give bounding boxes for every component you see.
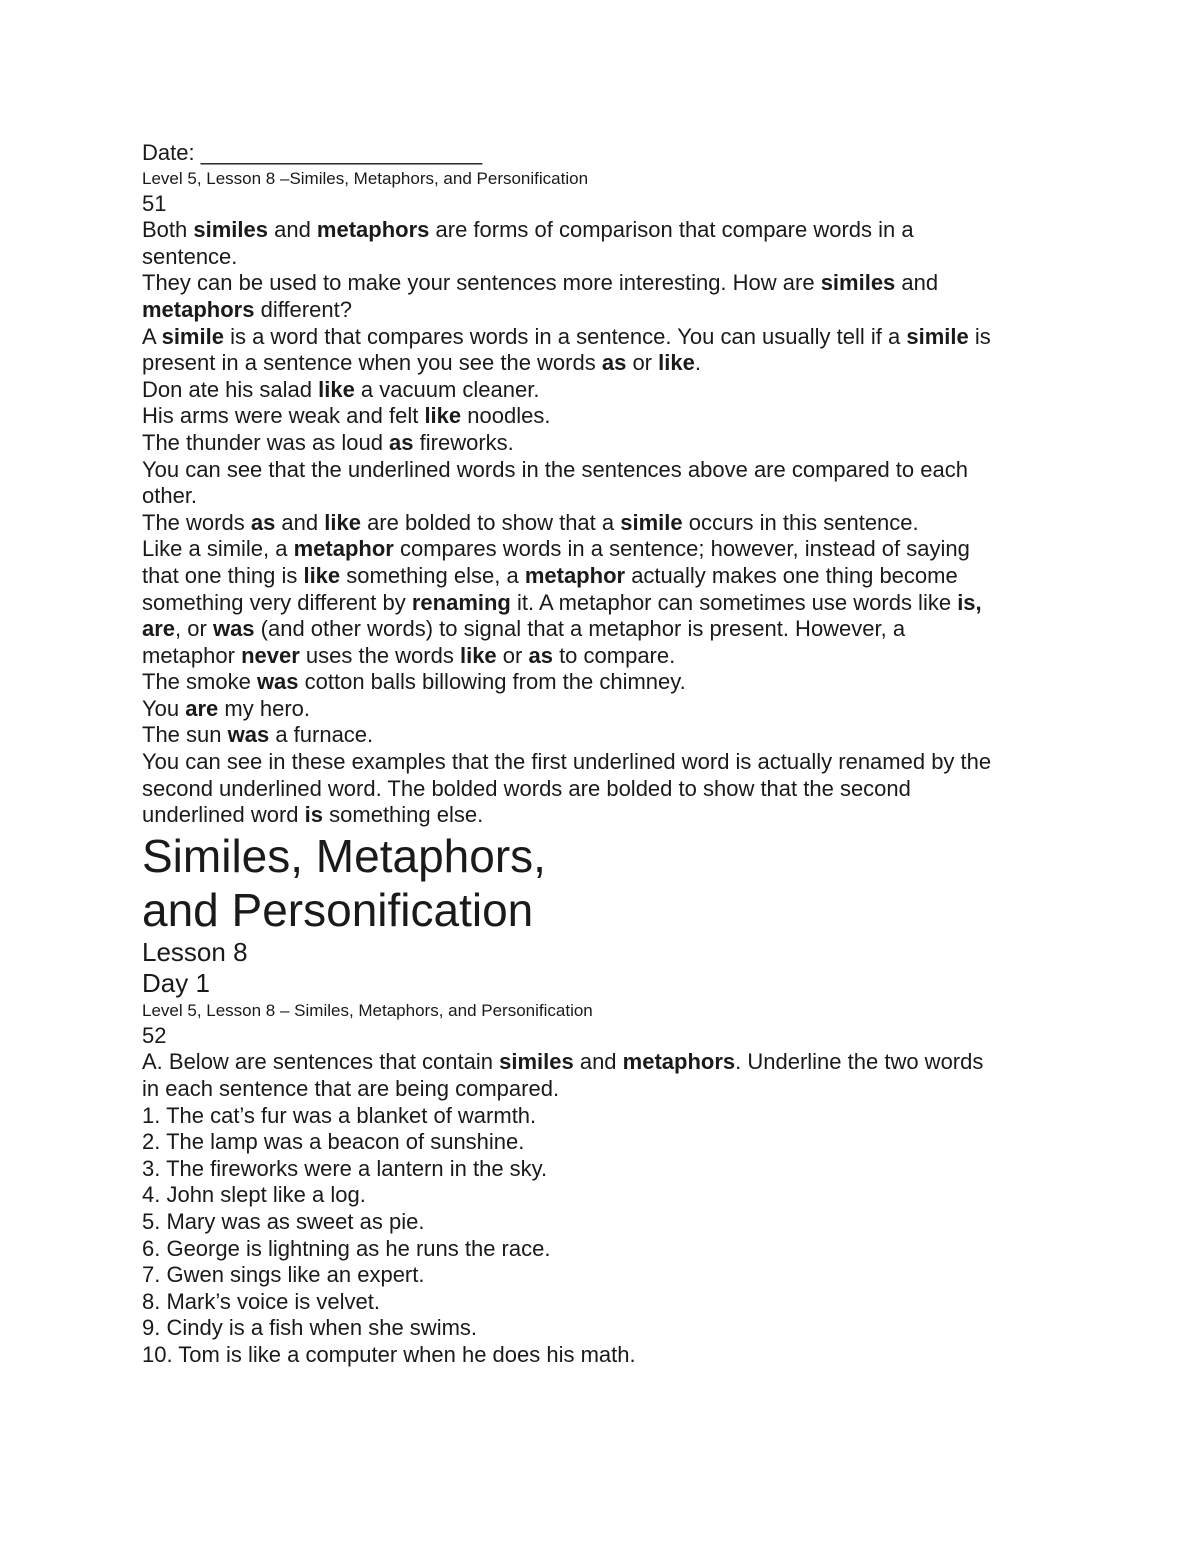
- paragraph-line: [142, 510, 1072, 537]
- paragraph-line: [142, 377, 1072, 404]
- paragraph-line: [142, 244, 1072, 271]
- date-line: Date: _______________________: [142, 140, 483, 165]
- paragraph-line: [142, 430, 1072, 457]
- bold-keyword: is,: [957, 589, 982, 615]
- exercise-list: [142, 1103, 1072, 1369]
- text-run: is: [968, 323, 991, 349]
- text-run: The words: [142, 509, 251, 535]
- text-run: or: [626, 350, 659, 376]
- text-run: occurs in this sentence.: [682, 509, 919, 535]
- text-run: A. Below are sentences that contain: [142, 1049, 500, 1075]
- bold-keyword: similes: [499, 1049, 574, 1075]
- text-run: The smoke: [142, 669, 257, 695]
- bold-keyword: was: [212, 616, 255, 642]
- text-run: something else, a: [340, 562, 525, 588]
- text-run: and: [275, 509, 325, 535]
- text-run: metaphor: [142, 642, 242, 668]
- bold-keyword: like: [318, 376, 355, 402]
- bold-keyword: as: [389, 429, 414, 455]
- text-run: my hero.: [218, 695, 310, 721]
- bold-keyword: as: [250, 509, 276, 535]
- text-run: The thunder was as loud: [142, 429, 390, 455]
- text-run: to compare.: [552, 642, 676, 668]
- text-run: actually makes one thing become: [625, 562, 958, 588]
- bold-keyword: was: [227, 722, 270, 748]
- bold-keyword: was: [256, 669, 299, 695]
- text-run: Like a simile, a: [142, 536, 294, 562]
- text-run: other.: [142, 483, 198, 509]
- bold-keyword: metaphors: [142, 296, 255, 322]
- text-run: are forms of comparison that compare words in a: [429, 217, 914, 243]
- page-number: 52: [142, 1022, 167, 1048]
- exercise-item: 1. The cat’s fur was a blanket of warmth.: [142, 1102, 537, 1128]
- paragraph-line: [142, 270, 1072, 297]
- paragraph-line: [142, 802, 1072, 829]
- text-run: it. A metaphor can sometimes use words like: [510, 589, 958, 615]
- text-run: fireworks.: [413, 429, 514, 455]
- text-run: .: [694, 350, 701, 376]
- text-run: or: [496, 642, 529, 668]
- paragraph-line: [142, 696, 1072, 723]
- text-run: The sun: [142, 722, 228, 748]
- exercise-item: 7. Gwen sings like an expert.: [142, 1262, 425, 1288]
- text-run: sentence.: [142, 243, 238, 269]
- exercise-item: 9. Cindy is a fish when she swims.: [142, 1315, 478, 1341]
- paragraph-line: [142, 669, 1072, 696]
- exercise-item: 6. George is lightning as he runs the race.: [142, 1235, 551, 1261]
- text-run: a furnace.: [269, 722, 374, 748]
- bold-keyword: metaphors: [622, 1049, 736, 1075]
- text-run: , or: [175, 616, 213, 642]
- exercise-instructions: [142, 1049, 1072, 1102]
- page-number: 51: [142, 190, 167, 216]
- text-run: noodles.: [461, 403, 551, 429]
- text-run: uses the words: [299, 642, 460, 668]
- exercise-item: 2. The lamp was a beacon of sunshine.: [142, 1129, 525, 1155]
- paragraph-line: [142, 350, 1072, 377]
- text-run: You can see that the underlined words in the sentences above are compared to each: [142, 456, 968, 482]
- instruction-line: [142, 1076, 1072, 1103]
- exercise-item: 5. Mary was as sweet as pie.: [142, 1209, 425, 1234]
- text-run: compares words in a sentence; however, instead of saying: [393, 536, 970, 562]
- text-run: His arms were weak and felt: [142, 403, 425, 429]
- lesson-title-line-1: Similes, Metaphors,: [142, 829, 546, 882]
- bold-keyword: are: [142, 616, 176, 642]
- paragraph-line: [142, 722, 1072, 749]
- document-page: [142, 140, 1072, 1369]
- text-run: (and other words) to signal that a metaphor is present. However, a: [254, 616, 906, 642]
- text-run: is a word that compares words in a sentence. You can usually tell if a: [223, 323, 907, 349]
- exercise-item: 4. John slept like a log.: [142, 1182, 366, 1208]
- bold-keyword: like: [303, 562, 341, 588]
- text-run: and: [895, 270, 939, 296]
- paragraph-line: [142, 483, 1072, 510]
- paragraph-line: [142, 776, 1072, 803]
- text-run: and: [267, 217, 317, 243]
- text-run: different?: [254, 296, 352, 322]
- bold-keyword: metaphor: [524, 562, 626, 588]
- paragraph-line: [142, 457, 1072, 484]
- text-run: and: [573, 1049, 623, 1075]
- text-run: present in a sentence when you see the words: [142, 350, 602, 376]
- text-run: . Underline the two words: [735, 1049, 984, 1075]
- text-run: second underlined word. The bolded words are bolded to show that the second: [142, 775, 911, 801]
- paragraph-line: [142, 749, 1072, 776]
- paragraph-line: [142, 536, 1072, 563]
- bold-keyword: as: [528, 642, 553, 668]
- bold-keyword: like: [658, 350, 695, 376]
- text-run: that one thing is: [142, 562, 304, 588]
- bold-keyword: metaphor: [293, 536, 394, 562]
- bold-keyword: simile: [620, 509, 683, 535]
- bold-keyword: are: [185, 695, 219, 721]
- bold-keyword: simile: [161, 323, 224, 349]
- text-run: underlined word: [142, 802, 305, 828]
- bold-keyword: as: [601, 350, 627, 376]
- text-run: A: [142, 323, 162, 349]
- exercise-item: 10. Tom is like a computer when he does his math.: [142, 1341, 636, 1367]
- text-run: are bolded to show that a: [360, 509, 621, 535]
- bold-keyword: is: [304, 802, 324, 828]
- instruction-line: [142, 1049, 1072, 1076]
- bold-keyword: like: [324, 509, 361, 535]
- lesson-header-line: Level 5, Lesson 8 – Similes, Metaphors, and Personification: [142, 1000, 593, 1020]
- bold-keyword: metaphors: [316, 217, 430, 243]
- exercise-item: 3. The fireworks were a lantern in the sky.: [142, 1155, 548, 1181]
- bold-keyword: like: [459, 642, 497, 668]
- paragraph-line: [142, 217, 1072, 244]
- text-run: cotton balls billowing from the chimney.: [298, 669, 686, 695]
- bold-keyword: like: [424, 403, 462, 429]
- paragraph-line: [142, 563, 1072, 590]
- paragraph-line: [142, 616, 1072, 643]
- text-run: something very different by: [142, 589, 412, 615]
- text-run: You can see in these examples that the first underlined word is actually renamed by the: [142, 749, 992, 775]
- bold-keyword: renaming: [411, 589, 511, 615]
- text-run: Don ate his salad: [142, 376, 319, 402]
- bold-keyword: never: [241, 642, 300, 668]
- lesson-number: Lesson 8: [142, 936, 248, 967]
- bold-keyword: similes: [193, 217, 268, 243]
- bold-keyword: simile: [906, 323, 969, 349]
- text-run: a vacuum cleaner.: [354, 376, 540, 402]
- paragraph-line: [142, 297, 1072, 324]
- text-run: Both: [142, 217, 194, 243]
- day-number: Day 1: [142, 967, 210, 998]
- text-run: They can be used to make your sentences more interesting. How are: [142, 270, 821, 296]
- lesson-header-line: Level 5, Lesson 8 –Similes, Metaphors, and Personification: [142, 168, 589, 188]
- text-run: in each sentence that are being compared.: [142, 1076, 560, 1102]
- text-run: something else.: [323, 802, 484, 828]
- paragraph-line: [142, 590, 1072, 617]
- text-run: You: [142, 695, 186, 721]
- intro-paragraphs: [142, 217, 1072, 829]
- paragraph-line: [142, 403, 1072, 430]
- lesson-title-line-2: and Personification: [142, 883, 534, 936]
- paragraph-line: [142, 643, 1072, 670]
- bold-keyword: similes: [820, 270, 896, 296]
- paragraph-line: [142, 324, 1072, 351]
- exercise-item: 8. Mark’s voice is velvet.: [142, 1288, 381, 1314]
